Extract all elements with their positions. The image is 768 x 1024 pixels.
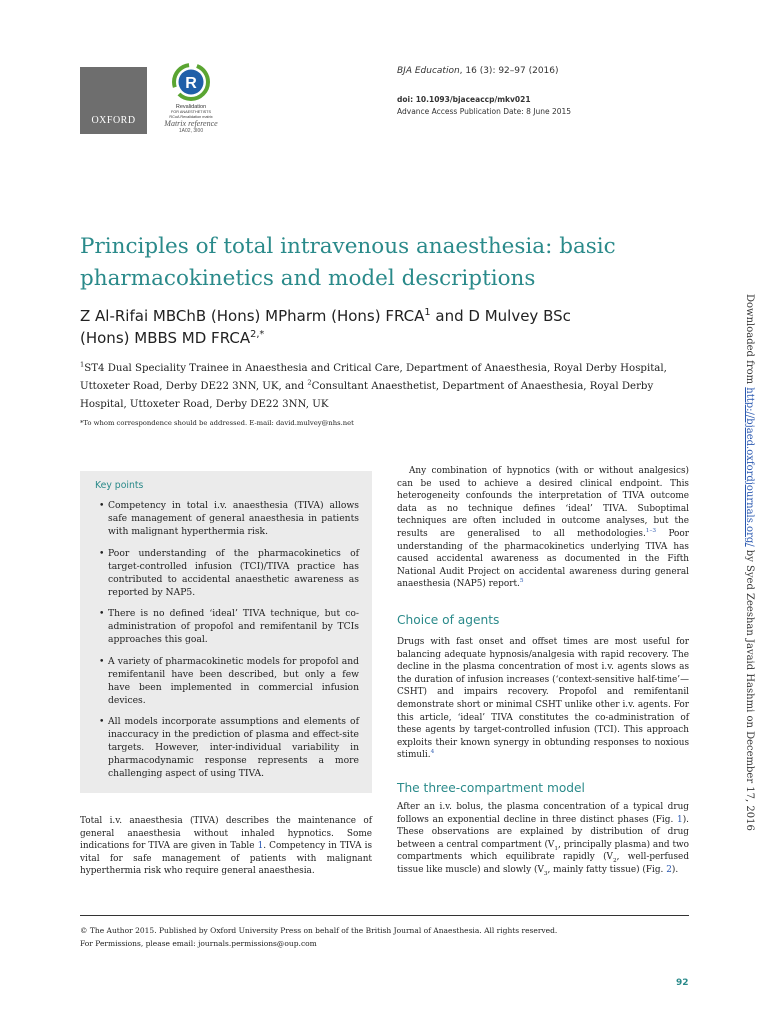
author-2-end: (Hons) MBBS MD FRCA bbox=[80, 329, 251, 347]
ref-5-link[interactable]: 5 bbox=[519, 578, 524, 585]
three-compartment-paragraph bbox=[397, 801, 689, 877]
key-points-box bbox=[80, 471, 372, 793]
journal-citation bbox=[397, 66, 559, 76]
page-number: 92 bbox=[676, 978, 689, 988]
revalidation-logo bbox=[160, 62, 222, 147]
choice-paragraph bbox=[397, 636, 689, 762]
copyright-notice: © The Author 2015. Published by Oxford University Press on behalf of the British Journal of Anaesthesia. All rights reserved. bbox=[80, 926, 558, 935]
affil-sup-2: 2 bbox=[307, 378, 312, 387]
intro-text-1: Total i.v. anaesthesia (TIVA) describes the maintenance of general anaesthesia without inhaled hypnotics. Some indications for TIVA are given in Table bbox=[80, 816, 372, 852]
key-point-item: • There is no defined ‘ideal’ TIVA technique, but co-administration of propofol and remifentanil by TCIs approaches this goal. bbox=[95, 607, 359, 646]
advance-access-date: Advance Access Publication Date: 8 June 2015 bbox=[397, 107, 572, 116]
svg-text:R: R bbox=[185, 75, 197, 92]
section-heading-choice: Choice of agents bbox=[397, 613, 500, 627]
section-heading-three-compartment: The three-compartment model bbox=[397, 781, 585, 795]
fig-1-link[interactable]: 1 bbox=[677, 814, 683, 825]
correspondence-note: *To whom correspondence should be addressed. E-mail: david.mulvey@nhs.net bbox=[80, 419, 354, 427]
v3-sub: 3 bbox=[543, 870, 548, 877]
download-watermark bbox=[735, 294, 755, 831]
table-1-link[interactable]: 1 bbox=[257, 841, 264, 852]
key-points-list bbox=[95, 499, 359, 789]
revalidation-r-icon bbox=[171, 62, 211, 102]
intro-paragraph bbox=[80, 815, 372, 878]
title-line-2: pharmacokinetics and model descriptions bbox=[80, 266, 536, 291]
key-point-item: • Competency in total i.v. anaesthesia (TIVA) allows safe management of general anaesthesia in patients with malignant hyperthermia risk. bbox=[95, 499, 359, 538]
three-text-2: ). These observations are explained by distribution of drug between a central compartment (V bbox=[397, 814, 689, 850]
matrix-code: 1A02, 3I00 bbox=[178, 128, 204, 134]
revalidation-tag1: FOR ANAESTHETISTS bbox=[170, 110, 212, 114]
hypnotics-text-1: Any combination of hypnotics (with or without analgesics) can be used to achieve a desired clinical endpoint. This heterogeneity confounds the interpretation of TIVA outcome data as no technique defines ‘ideal’ TIVA. Suboptimal techniques are often included in outcome analyses, but the results are generalised to all methodologies. bbox=[397, 466, 689, 539]
journal-issue: , 16 (3): 92–97 (2016) bbox=[459, 66, 559, 76]
oxford-logo-text: OXFORD bbox=[91, 115, 136, 126]
hypnotics-text-2: Poor understanding of the pharmacokinetics underlying TIVA has caused accidental awareness as documented in the Fifth National Audit Project on accidental awareness during general anaesthesia (NAP5) report. bbox=[397, 528, 689, 590]
author-1: Z Al-Rifai MBChB (Hons) MPharm (Hons) FRCA bbox=[80, 307, 425, 325]
v2-sub: 2 bbox=[612, 858, 617, 865]
affil-1: ST4 Dual Speciality Trainee in Anaesthesia and Critical Care, Department of Anaesthesia, Royal Derby Hospital, Uttoxeter Road, Derby DE22 3NN, UK, and bbox=[80, 363, 667, 392]
v1-sub: 1 bbox=[554, 845, 558, 852]
three-text-3: , principally plasma) and two compartments which equilibrate rapidly (V bbox=[397, 839, 689, 863]
hypnotics-paragraph bbox=[397, 465, 689, 591]
three-text-4: , well-perfused tissue like muscle) and slowly (V bbox=[397, 852, 689, 875]
oxford-logo bbox=[80, 67, 147, 134]
watermark-post: by Syed Zeeshan Javaid Hashmi on December 17, 2016 bbox=[744, 546, 755, 831]
key-points-title: Key points bbox=[95, 480, 144, 491]
doi-link[interactable]: doi: 10.1093/bjaceaccp/mkv021 bbox=[397, 95, 531, 104]
author-1-sup: 1 bbox=[424, 307, 431, 318]
three-text-1: After an i.v. bolus, the plasma concentration of a typical drug follows an exponential decline in three distinct phases (Fig. bbox=[397, 802, 689, 825]
author-2-sup: 2,* bbox=[250, 329, 265, 340]
key-point-item: • All models incorporate assumptions and elements of inaccuracy in the prediction of plasma and effect-site targets. However, inter-individual variability in pharmacodynamic response represents a more challenging aspect of using TIVA. bbox=[95, 715, 359, 780]
footer-divider bbox=[80, 915, 689, 916]
title-line-1: Principles of total intravenous anaesthesia: basic bbox=[80, 234, 616, 259]
affiliations bbox=[80, 360, 700, 414]
watermark-link[interactable]: http://bjaed.oxfordjournals.org/ bbox=[744, 387, 755, 547]
ref-1-3-link[interactable]: 1–3 bbox=[645, 528, 657, 534]
matrix-reference: Matrix reference bbox=[164, 119, 218, 128]
choice-text: Drugs with fast onset and offset times are most useful for balancing adequate hypnosis/analgesia with rapid recovery. The decline in the plasma concentration of most i.v. agents slows as the duration of infusion increases (‘context-sensitive half-time’—CSHT) and impairs recovery. Propofol and remifentanil demonstrate short or minimal CSHT unlike other i.v. agents. For this article, ‘ideal’ TIVA constitutes the co-administration of these agents by target-controlled infusion (TCI). This approach exploits their known synergy in obtunding responses to noxious stimuli. bbox=[397, 637, 689, 761]
author-list bbox=[80, 305, 680, 349]
affil-2: Consultant Anaesthetist, Department of Anaesthesia, Royal Derby Hospital, Uttoxeter Road, Derby DE22 3NN, UK bbox=[80, 381, 654, 410]
three-text-5: , mainly fatty tissue) (Fig. bbox=[547, 864, 667, 875]
article-title bbox=[80, 231, 700, 295]
key-point-item: • Poor understanding of the pharmacokinetics of target-controlled infusion (TCI)/TIVA practice has contributed to accidental anaesthetic awareness as reported by NAP5. bbox=[95, 547, 359, 599]
three-text-6: ). bbox=[671, 864, 679, 875]
watermark-pre: Downloaded from bbox=[744, 294, 755, 388]
revalidation-name: Revalidation bbox=[175, 104, 207, 110]
revalidation-tag2: RCoA Revalidation matrix bbox=[169, 115, 213, 119]
permissions-notice: For Permissions, please email: journals.permissions@oup.com bbox=[80, 939, 317, 948]
key-point-item: • A variety of pharmacokinetic models for propofol and remifentanil have been described, but only a few have been implemented in commercial infusion devices. bbox=[95, 655, 359, 707]
ref-4-link[interactable]: 4 bbox=[430, 749, 435, 756]
author-2-start: and D Mulvey BSc bbox=[430, 307, 571, 325]
fig-2-link[interactable]: 2 bbox=[666, 864, 672, 875]
affil-sup-1: 1 bbox=[80, 360, 85, 369]
journal-name: BJA Education bbox=[397, 66, 460, 76]
intro-text-2: . Competency in TIVA is vital for safe management of patients with malignant hyperthermia risk who require general anaesthesia. bbox=[80, 841, 372, 877]
